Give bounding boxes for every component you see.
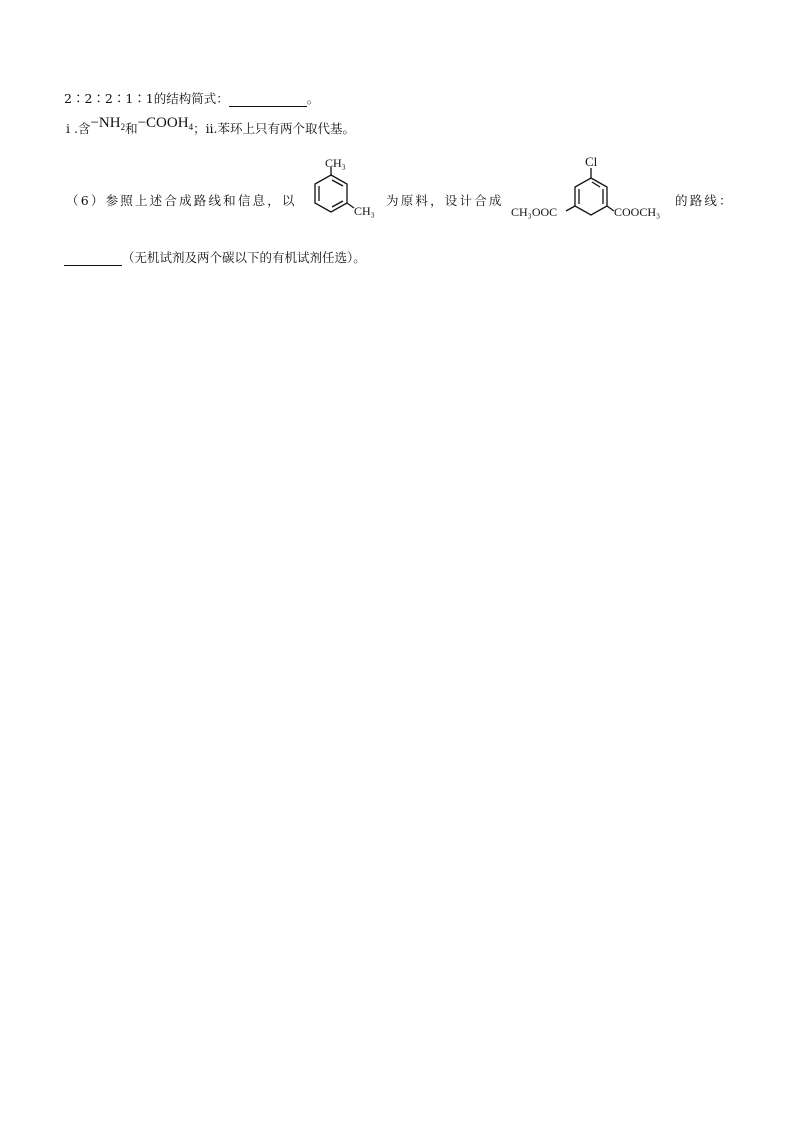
condition-i-label: i .含 [66, 121, 91, 136]
product-structure [510, 150, 672, 230]
product-chlorine: Cl [585, 154, 598, 169]
line-2 [66, 115, 356, 138]
line1-end: 。 [306, 91, 320, 106]
line-4 [64, 252, 366, 266]
and-text: 和 [125, 121, 138, 136]
line-1 [64, 93, 319, 107]
carboxyl-group: $-COOH_4$ [137, 115, 194, 132]
ratio-text: 2∶2∶2∶1∶1 [64, 91, 154, 106]
line1-text: 的结构简式： [153, 91, 229, 106]
question-6-text-middle: 为原料，设计合成 [386, 193, 504, 208]
product-left-ester: CH₃OOC [511, 205, 558, 219]
question-6-text-before: 参照上述合成路线和信息，以 [105, 193, 297, 208]
m-xylene-structure [298, 155, 388, 235]
reactant-top-methyl: CH₃ [325, 156, 346, 170]
question-6-text-after: 的路线： [675, 193, 734, 208]
answer-blank-2[interactable] [64, 252, 122, 266]
condition-ii-text: ；ii.苯环上只有两个取代基。 [193, 121, 356, 136]
amino-group: $-NH_2$ [90, 115, 126, 132]
line4-text: （无机试剂及两个碳以下的有机试剂任选）。 [122, 250, 366, 265]
answer-blank-1[interactable] [229, 93, 307, 107]
question-6-label: （6）参照上述合成路线和信息，以 [66, 193, 297, 208]
product-right-ester: COOCH₃ [614, 205, 661, 219]
reactant-bottom-methyl: CH₃ [354, 204, 375, 218]
